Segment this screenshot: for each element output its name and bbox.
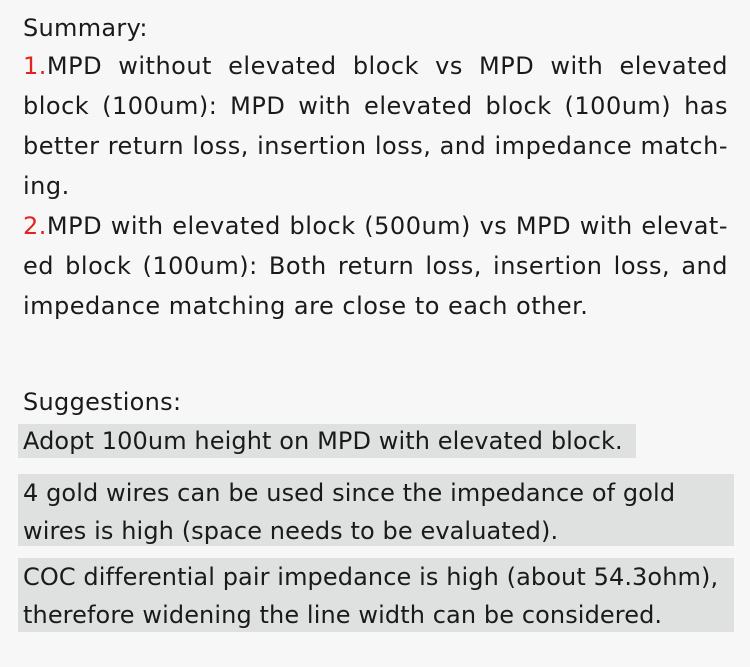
suggestion-item-3: COC differential pair impedance is high (about 54.3ohm), therefore widening the line width can be considered. — [18, 558, 734, 632]
suggestion-item-2: 4 gold wires can be used since the impedance of gold wires is high (space needs to be evaluated). — [18, 474, 734, 546]
summary-item-text: MPD without elevated block vs MPD with elevated block (100um): MPD with elevated block (100um) has better return loss, insertion loss, and impedance match-ing. — [23, 52, 728, 200]
summary-heading: Summary: — [23, 14, 148, 42]
summary-item-2 — [23, 206, 728, 326]
suggestions-heading: Suggestions: — [23, 388, 182, 416]
summary-section — [23, 10, 728, 326]
summary-item-text: MPD with elevated block (500um) vs MPD with elevat-ed block (100um): Both return loss, insertion loss, and impedance matching are close to each other. — [23, 212, 728, 320]
suggestion-item-1: Adopt 100um height on MPD with elevated block. — [18, 424, 636, 458]
summary-item-number: 1. — [23, 52, 47, 80]
summary-item-number: 2. — [23, 212, 47, 240]
summary-item-1 — [23, 46, 728, 206]
